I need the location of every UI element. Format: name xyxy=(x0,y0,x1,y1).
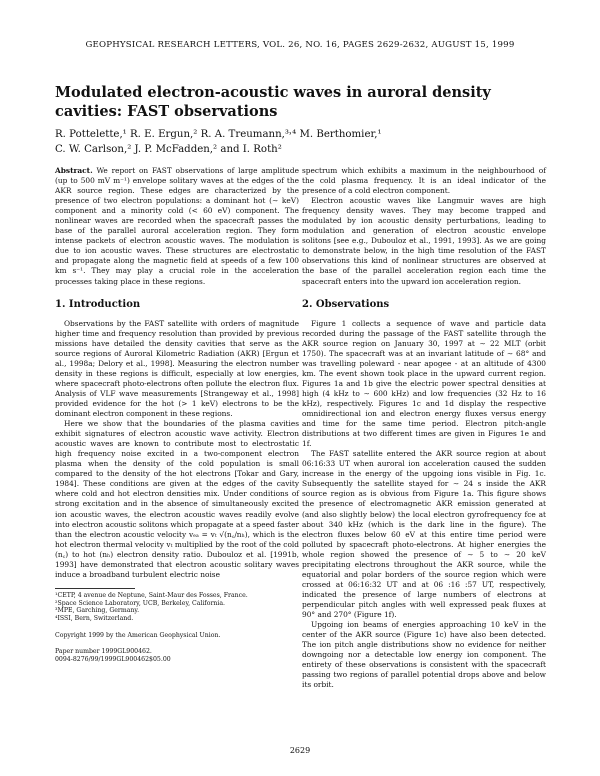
page-number: 2629 xyxy=(289,746,311,755)
paper-title: Modulated electron-acoustic waves in auroral density cavities: FAST observations xyxy=(55,84,491,120)
copyright-notice: Copyright 1999 by the American Geophysical Union. xyxy=(55,632,221,640)
abstract xyxy=(55,166,299,287)
paper-number: Paper number 1999GL900462. xyxy=(55,647,152,655)
abstract-text: We report on FAST observations of large amplitude (up to 500 mV m⁻¹) envelope solitary waves at the edges of the AKR source region. These edges are characterized by the presence of two electron populations: a dominant hot (∼ keV) component and a minority cold (< 60 eV) component. The nonlinear waves are recorded when the spacecraft passes the base of the parallel auroral acceleration region. They form intense packets of electron acoustic waves. The modulation is due to ion acoustic waves. These structures are electrostatic and propagate along the magnetic field at speeds of a few 100 km s⁻¹. They may play a crucial role in the acceleration processes taking place in these regions. xyxy=(55,166,299,286)
footnote-1: ¹CETP, 4 avenue de Neptune, Saint-Maur des Fosses, France. xyxy=(55,591,248,599)
observations-paragraph-1: Figure 1 collects a sequence of wave and particle data recorded during the passage of the FAST satellite through the AKR source region on January 30, 1997 at ∼ 22 MLT (orbit 1750). The spacecraft was at an invariant latitude of ∼ 68° and was travelling poleward - near apogee - at an altitude of 4300 km. The event shown took place in the upward current region. Figures 1a and 1b give the electric power spectral densities at high (4 kHz to ∼ 600 kHz) and low frequencies (32 Hz to 16 kHz), respectively. Figures 1c and 1d display the respective omnidirectional ion and electron energy fluxes versus energy and time for the same time period. Electron pitch-angle distributions at two different times are given in Figures 1e and 1f. xyxy=(302,318,546,449)
introduction-paragraph-1: Observations by the FAST satellite with orders of magnitude higher time and frequency resolution than provided by previous missions have detailed the density cavities that serve as the source regions of Auroral Kilometric Radiation (AKR) [Ergun et al., 1998a; Delory et al., 1998]. Measuring the electron number density in these regions is difficult, especially at low energies, where spacecraft photo-electrons often pollute the electron flux. Analysis of VLF wave measurements [Strangeway et al., 1998] provided evidence for the hot (> 1 keV) electrons to be the dominant electron component in these regions. xyxy=(55,318,299,419)
paper-code: 0094-8276/99/1999GL900462$05.00 xyxy=(55,655,171,663)
left-column xyxy=(55,166,299,663)
observations-paragraph-3: Upgoing ion beams of energies approaching 10 keV in the center of the AKR source (Figure 1c) have also been detected. The ion pitch angle distributions show no evidence for neither downgoing nor a detectable low energy ion component. The entirety of these observations is consistent with the spacecraft passing two regions of parallel potential drops above and below its orbit. xyxy=(302,620,546,690)
author-line-1: R. Pottelette,¹ R. E. Ergun,² R. A. Treumann,³˒⁴ M. Berthomier,¹ xyxy=(55,129,382,140)
author-line-2: C. W. Carlson,² J. P. McFadden,² and I. Roth² xyxy=(55,144,282,155)
author-list xyxy=(55,127,555,157)
footnote-2: ²Space Science Laboratory, UCB, Berkeley, California. xyxy=(55,599,226,607)
paper-info xyxy=(55,648,299,664)
observations-paragraph-2: The FAST satellite entered the AKR source region at about 06:16:33 UT when auroral ion acceleration caused the sudden increase in the energy of the upgoing ions visible in Fig. 1c. Subsequently the satellite stayed for ∼ 24 s inside the AKR source region as is obvious from Figure 1a. This figure shows the presence of electromagnetic AKR emission generated at (and also slightly below) the local electron gyrofrequency fce at about 340 kHz (which is the dark line in the figure). The electron fluxes below 60 eV at this entire time period were polluted by spacecraft photo-electrons. At higher energies the whole region showed the presence of ∼ 5 to ∼ 20 keV precipitating electrons throughout the AKR source, while the equatorial and polar borders of the source region which were crossed at 06:16:32 UT and at 06 :16 :57 UT, respectively, indicated the presence of large numbers of electrons at perpendicular pitch angles with well expressed peak fluxes at 90° and 270° (Figure 1f). xyxy=(302,449,546,619)
observations-heading: 2. Observations xyxy=(302,298,390,310)
abstract-label: Abstract. xyxy=(55,166,93,175)
right-column xyxy=(302,166,546,690)
introduction-heading: 1. Introduction xyxy=(55,298,141,310)
footnote-3: ³MPE, Garching, Germany. xyxy=(55,607,140,615)
journal-header: GEOPHYSICAL RESEARCH LETTERS, VOL. 26, NO. 16, PAGES 2629-2632, AUGUST 15, 1999 xyxy=(85,40,515,50)
right-paragraph-1: Electron acoustic waves like Langmuir waves are high frequency density waves. They may become trapped and modulated by ion acoustic density perturbations, leading to modulation and generation of electron acoustic envelope solitons [see e.g., Dubouloz et al., 1991, 1993]. As we are going to demonstrate below, in the high time resolution of the FAST observations this kind of nonlinear structures are observed at the base of the parallel acceleration region each time the spacecraft enters into the upward ion acceleration region. xyxy=(302,196,546,286)
footnote-4: ⁴ISSI, Bern, Switzerland. xyxy=(55,615,134,623)
introduction-paragraph-2: Here we show that the boundaries of the plasma cavities exhibit signatures of electron acoustic wave activity. Electron acoustic waves are known to contribute most to electrostatic high frequency noise excited in a two-component electron plasma when the density of the cold population is small compared to the density of the hot electrons [Tokar and Gary, 1984]. These conditions are given at the edges of the cavity where cold and hot electron densities mix. Under conditions of strong excitation and in the absence of simultaneously excited ion acoustic waves, the electron acoustic waves readily evolve into electron acoustic solitons which propagate at a speed faster than the electron acoustic velocity vₑₐ = vₜ √(n꜀/nₕ), which is the hot electron thermal velocity vₜ multiplied by the root of the cold (n꜀) to hot (nₕ) electron density ratio. Dubouloz et al. [1991b, 1993] have demonstrated that electron acoustic solitary waves induce a broadband turbulent electric noise xyxy=(55,419,299,579)
continued-paragraph: spectrum which exhibits a maximum in the neighbourhood of the cold plasma frequency. It is an ideal indicator of the presence of a cold electron component. xyxy=(302,166,546,196)
